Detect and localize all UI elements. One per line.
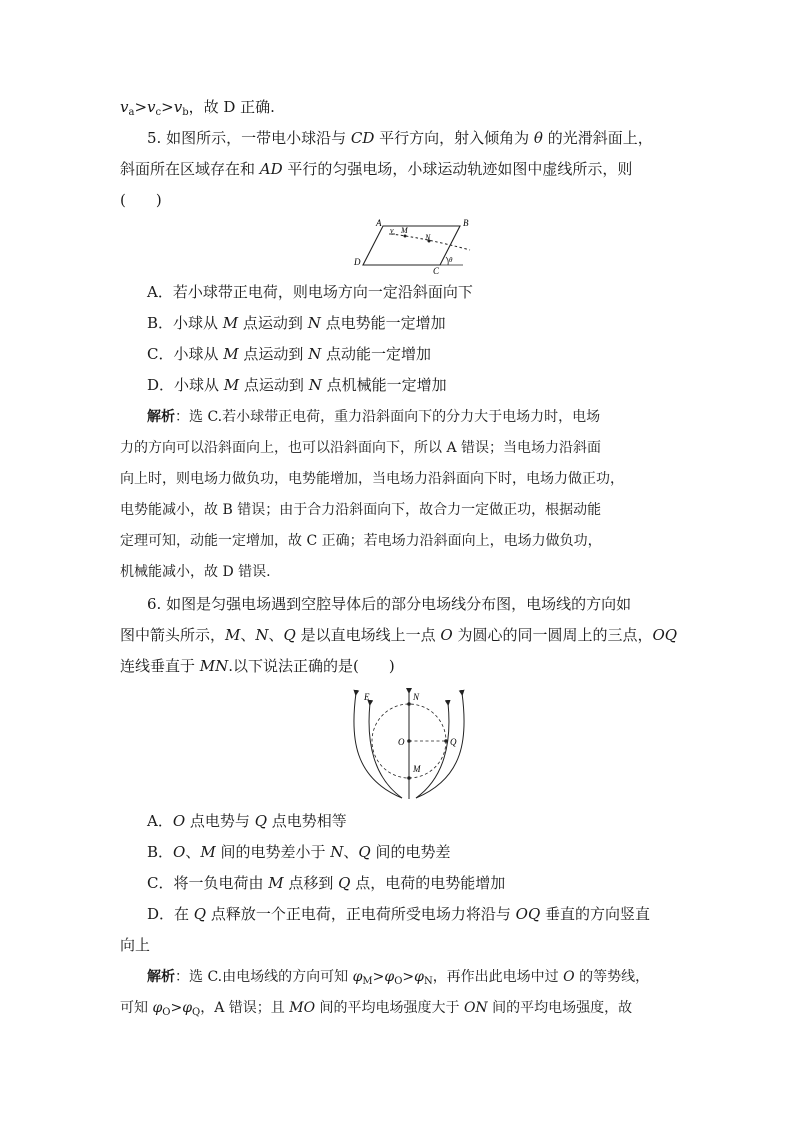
q6-solution-line-2: 可知 $\varphi_O>\varphi_Q$，A 错误；且 MO 间的平均电场强度大于 ON 间的平均电场强度，故 bbox=[120, 1000, 633, 1018]
q6-option-d-line-1[interactable]: D．在 Q 点释放一个正电荷，正电荷所受电场力将沿与 OQ 垂直的方向竖直 bbox=[147, 905, 651, 923]
angle-arc bbox=[446, 257, 448, 265]
q5-solution-line-3: 向上时，则电场力做负功，电势能增加，当电场力沿斜面向下时，电场力做正功， bbox=[120, 471, 624, 487]
q5-solution-line-1: 解析：选 C.若小球带正电荷，重力沿斜面向下的分力大于电场力时，电场 bbox=[147, 409, 601, 425]
trajectory-dashed-curve bbox=[391, 234, 470, 250]
label-E: E bbox=[364, 692, 370, 702]
point-O bbox=[407, 739, 411, 743]
q5-stem-line-2: 斜面所在区域存在和 AD 平行的匀强电场，小球运动轨迹如图中虚线所示，则 bbox=[120, 160, 633, 178]
label-v: v bbox=[390, 226, 394, 235]
field-line-outer-right bbox=[416, 693, 464, 798]
label-theta: θ bbox=[449, 256, 453, 264]
q5-solution-line-5: 定理可知，动能一定增加，故 C 正确；若电场力沿斜面向上，电场力做负功， bbox=[120, 533, 602, 549]
label-N: N bbox=[413, 692, 420, 702]
q6-option-d-line-2[interactable]: 向上 bbox=[120, 936, 151, 954]
label-M: M bbox=[413, 764, 421, 774]
q5-stem-line-1: 5. 如图所示，一带电小球沿与 CD 平行方向，射入倾角为 θ 的光滑斜面上， bbox=[147, 129, 653, 147]
q5-solution-line-4: 电势能减小，故 B 错误；由于合力沿斜面向下，故合力一定做正功，根据动能 bbox=[120, 502, 602, 518]
label-N: N bbox=[425, 233, 431, 242]
q6-option-b[interactable]: B．O、M 间的电势差小于 N、Q 间的电势差 bbox=[147, 843, 451, 861]
label-O: O bbox=[398, 737, 405, 747]
label-D: D bbox=[354, 257, 361, 267]
q6-option-a[interactable]: A．O 点电势与 Q 点电势相等 bbox=[147, 812, 347, 830]
q6-solution-line-1: 解析：选 C.由电场线的方向可知 $\varphi_M>\varphi_O>\varphi_N$，再作出此电场中过 O 的等势线， bbox=[147, 969, 650, 987]
q5-incline-figure bbox=[345, 212, 475, 276]
field-line-outer-left bbox=[354, 693, 402, 798]
q5-option-b[interactable]: B．小球从 M 点运动到 N 点电势能一定增加 bbox=[147, 314, 446, 332]
q5-option-d[interactable]: D．小球从 M 点运动到 N 点机械能一定增加 bbox=[147, 376, 447, 394]
label-Q: Q bbox=[450, 737, 457, 747]
label-M: M bbox=[401, 226, 408, 235]
field-line-inner-right bbox=[416, 703, 449, 798]
q6-option-c[interactable]: C．将一负电荷由 M 点移到 Q 点，电荷的电势能增加 bbox=[147, 874, 506, 892]
point-M bbox=[407, 776, 411, 780]
point-N bbox=[407, 702, 411, 706]
q5-option-c[interactable]: C．小球从 M 点运动到 N 点动能一定增加 bbox=[147, 345, 432, 363]
label-C: C bbox=[433, 266, 440, 276]
q6-stem-line-1: 6. 如图是匀强电场遇到空腔导体后的部分电场线分布图，电场线的方向如 bbox=[147, 595, 632, 613]
field-line-inner-left bbox=[369, 703, 402, 798]
q5-option-a[interactable]: A．若小球带正电荷，则电场方向一定沿斜面向下 bbox=[147, 283, 473, 301]
q5-solution-line-2: 力的方向可以沿斜面向上，也可以沿斜面向下，所以 A 错误；当电场力沿斜面 bbox=[120, 440, 602, 456]
label-A: A bbox=[376, 218, 382, 228]
q6-field-line-figure bbox=[338, 683, 480, 805]
incline-parallelogram bbox=[363, 226, 460, 265]
q6-stem-line-2: 图中箭头所示，M、N、Q 是以直电场线上一点 O 为圆心的同一圆周上的三点，OQ bbox=[120, 626, 678, 644]
q6-stem-line-3: 连线垂直于 MN.以下说法正确的是( ) bbox=[120, 657, 395, 675]
point-Q bbox=[444, 739, 448, 743]
label-B: B bbox=[463, 218, 469, 228]
prev-conclusion: $v_a>v_c>v_b$，故 D 正确. bbox=[120, 98, 275, 118]
q5-stem-line-3: ( ) bbox=[120, 191, 162, 209]
q5-solution-line-6: 机械能减小，故 D 错误. bbox=[120, 564, 271, 580]
